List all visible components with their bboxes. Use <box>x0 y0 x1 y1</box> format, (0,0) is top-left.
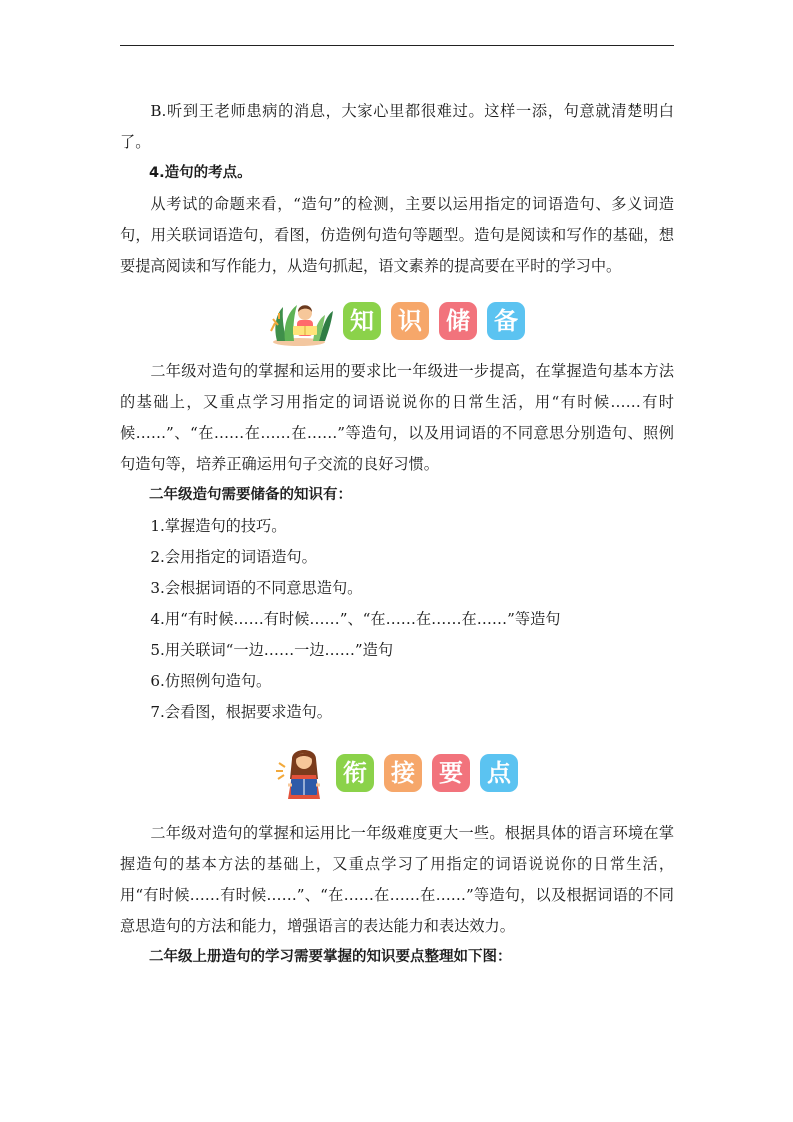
top-paragraph: B.听到王老师患病的消息，大家心里都很难过。这样一添，句意就清楚明白了。 <box>120 102 674 151</box>
list-item: 4.用“有时候……有时候……”、“在……在……在……”等造句 <box>150 610 561 628</box>
banner-tile: 知 <box>343 302 381 340</box>
knowledge-banner <box>120 290 674 352</box>
reading-girl-with-plants-icon <box>269 295 337 347</box>
banner-tile: 识 <box>391 302 429 340</box>
list-item: 6.仿照例句造句。 <box>150 672 272 690</box>
banner-tile: 衔 <box>336 754 374 792</box>
list-item: 2.会用指定的词语造句。 <box>150 548 317 566</box>
list-item: 3.会根据词语的不同意思造句。 <box>150 579 363 597</box>
banner-tile: 接 <box>384 754 422 792</box>
final-heading: 二年级上册造句的学习需要掌握的知识要点整理如下图： <box>149 949 512 965</box>
knowledge-heading: 二年级造句需要储备的知识有： <box>149 487 352 503</box>
list-item: 5.用关联词“一边……一边……”造句 <box>150 641 394 659</box>
section4-paragraph: 从考试的命题来看，“造句”的检测，主要以运用指定的词语造句、多义词造句，用关联词语造句，看图，仿造例句造句等题型。造句是阅读和写作的基础，想要提高阅读和写作能力，从造句抓起，语文素养的提高要在平时的学习中。 <box>120 195 674 275</box>
banner-tile: 储 <box>439 302 477 340</box>
banner-tile: 备 <box>487 302 525 340</box>
page-content <box>120 96 674 973</box>
section4-heading: 4.造句的考点。 <box>149 165 252 181</box>
connection-paragraph: 二年级对造句的掌握和运用比一年级难度更大一些。根据具体的语言环境在掌握造句的基本方法的基础上，又重点学习了用指定的词语说说你的日常生活，用“有时候……有时候……”、“在……在……在……”等造句，以及根据词语的不同意思造句的方法和能力，增强语言的表达能力和表达效力。 <box>120 824 674 935</box>
banner-tile: 要 <box>432 754 470 792</box>
teacher-with-book-icon <box>276 745 330 801</box>
connection-banner <box>120 742 674 804</box>
list-item: 1.掌握造句的技巧。 <box>150 517 287 535</box>
list-item: 7.会看图，根据要求造句。 <box>150 703 332 721</box>
knowledge-paragraph: 二年级对造句的掌握和运用的要求比一年级进一步提高，在掌握造句基本方法的基础上，又重点学习用指定的词语说说你的日常生活，用“有时候……有时候……”、“在……在……在……”等造句，以及用词语的不同意思分别造句、照例句造句等，培养正确运用句子交流的良好习惯。 <box>120 362 674 473</box>
header-rule <box>120 45 674 46</box>
banner-tile: 点 <box>480 754 518 792</box>
